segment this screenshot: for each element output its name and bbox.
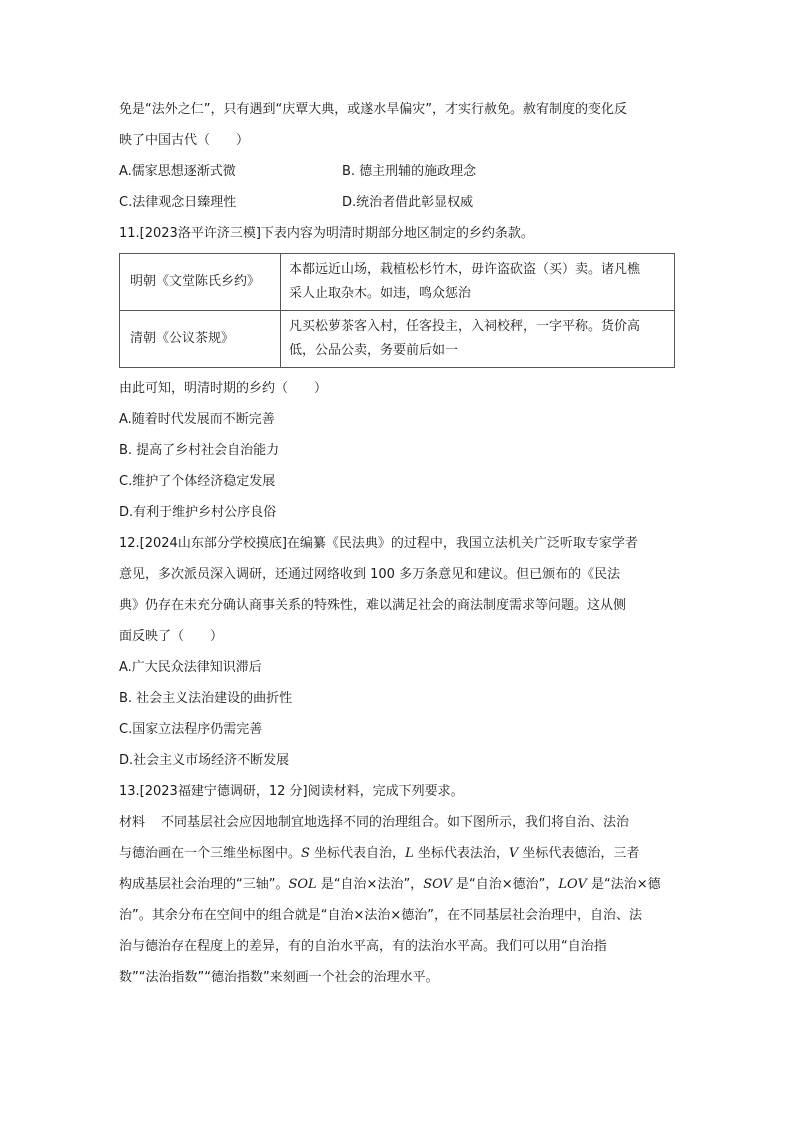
q10-option-c[interactable]: C.法律观念日臻理性: [119, 195, 237, 210]
material-text: 构成基层社会治理的“三轴”。: [119, 877, 289, 892]
q13-material-line-4: 治”。其余分布在空间中的组合就是“自治×法治×德治”，在不同基层社会治理中，自治、法: [119, 908, 642, 923]
plane-symbol: LOV: [558, 877, 587, 892]
q12-line-3: 典》仍存在未充分确认商事关系的特殊性，难以满足社会的商法制度需求等问题。这从侧: [119, 598, 627, 613]
content-line: 凡买松萝茶客入村，任客投主，入祠校秤，一字平称。货价高: [289, 319, 641, 334]
material-text: 是“自治×德治”，: [451, 877, 559, 892]
q11-option-a[interactable]: A.随着时代发展而不断完善: [119, 412, 275, 427]
table-cell-content: [281, 311, 675, 368]
q10-option-a[interactable]: A.儒家思想逐渐式微: [119, 164, 236, 179]
q12-option-b[interactable]: B. 社会主义法治建设的曲折性: [119, 691, 293, 706]
table-row: [120, 311, 675, 368]
q12-line-1: 12.[2024山东部分学校摸底]在编纂《民法典》的过程中，我国立法机关广泛听取专家学者: [119, 536, 638, 551]
q13-material-line-6: 数”“法治指数”“德治指数”来刻画一个社会的治理水平。: [119, 970, 439, 985]
material-text: 坐标代表自治，: [309, 846, 406, 861]
table-cell-source: 明朝《文堂陈氏乡约》: [120, 254, 281, 311]
village-rules-table: [119, 253, 675, 368]
q11-option-c[interactable]: C.维护了个体经济稳定发展: [119, 474, 276, 489]
q11-question: 由此可知，明清时期的乡约（ ）: [119, 381, 328, 396]
q13-material-line-1: [119, 814, 629, 832]
q10-option-b[interactable]: B. 德主刑辅的施政理念: [342, 164, 477, 179]
table-row: [120, 254, 675, 311]
material-text: 是“法治×德: [586, 877, 661, 892]
q10-option-d[interactable]: D.统治者借此彰显权威: [342, 195, 474, 210]
axis-symbol: V: [508, 846, 519, 861]
q13-material-line-2: [119, 845, 639, 863]
q12-option-a[interactable]: A.广大民众法律知识滞后: [119, 660, 262, 675]
content-line: 本都远近山场，栽植松杉竹木，毋许盗砍盗（买）卖。诸凡樵: [289, 262, 641, 277]
q11-stem: 11.[2023洛平许济三模]下表内容为明清时期部分地区制定的乡约条款。: [119, 226, 534, 241]
material-label: 材料: [119, 815, 146, 830]
material-text: 不同基层社会应因地制宜地选择不同的治理组合。如下图所示，我们将自治、法治: [161, 815, 630, 830]
intro-line-1: 免是“法外之仁”，只有遇到“庆覃大典，或遂水旱偏灾”，才实行赦免。赦宥制度的变化反: [119, 102, 627, 117]
content-line: 低，公品公卖，务要前后如一: [289, 343, 459, 358]
q12-option-d[interactable]: D.社会主义市场经济不断发展: [119, 753, 290, 768]
plane-symbol: SOL: [288, 877, 317, 892]
q13-material-line-5: 治与德治存在程度上的差异，有的自治水平高，有的法治水平高。我们可以用“自治指: [119, 939, 607, 954]
q11-option-b[interactable]: B. 提高了乡村社会自治能力: [119, 443, 280, 458]
plane-symbol: SOV: [423, 877, 452, 892]
q13-stem: 13.[2023福建宁德调研，12 分]阅读材料，完成下列要求。: [119, 784, 464, 799]
material-text: 坐标代表法治，: [413, 846, 509, 861]
q11-option-d[interactable]: D.有利于维护乡村公序良俗: [119, 505, 277, 520]
intro-line-2: 映了中国古代（ ）: [119, 133, 250, 148]
q12-line-2: 意见，多次派员深入调研，还通过网络收到 100 多万条意见和建议。但已颁布的《民法: [119, 567, 621, 582]
q12-option-c[interactable]: C.国家立法程序仍需完善: [119, 722, 263, 737]
axis-symbol: S: [301, 846, 310, 861]
table-cell-source: 清朝《公议茶规》: [120, 311, 281, 368]
q13-material-line-3: [119, 876, 661, 894]
content-line: 采人止取杂木。如违，鸣众惩治: [289, 286, 472, 301]
material-text: 与德治画在一个三维坐标图中。: [119, 846, 302, 861]
q12-line-4: 面反映了（ ）: [119, 629, 224, 644]
material-text: 是“自治×法治”，: [316, 877, 424, 892]
material-text: 坐标代表德治，三者: [518, 846, 640, 861]
axis-symbol: L: [405, 846, 414, 861]
table-cell-content: [281, 254, 675, 311]
